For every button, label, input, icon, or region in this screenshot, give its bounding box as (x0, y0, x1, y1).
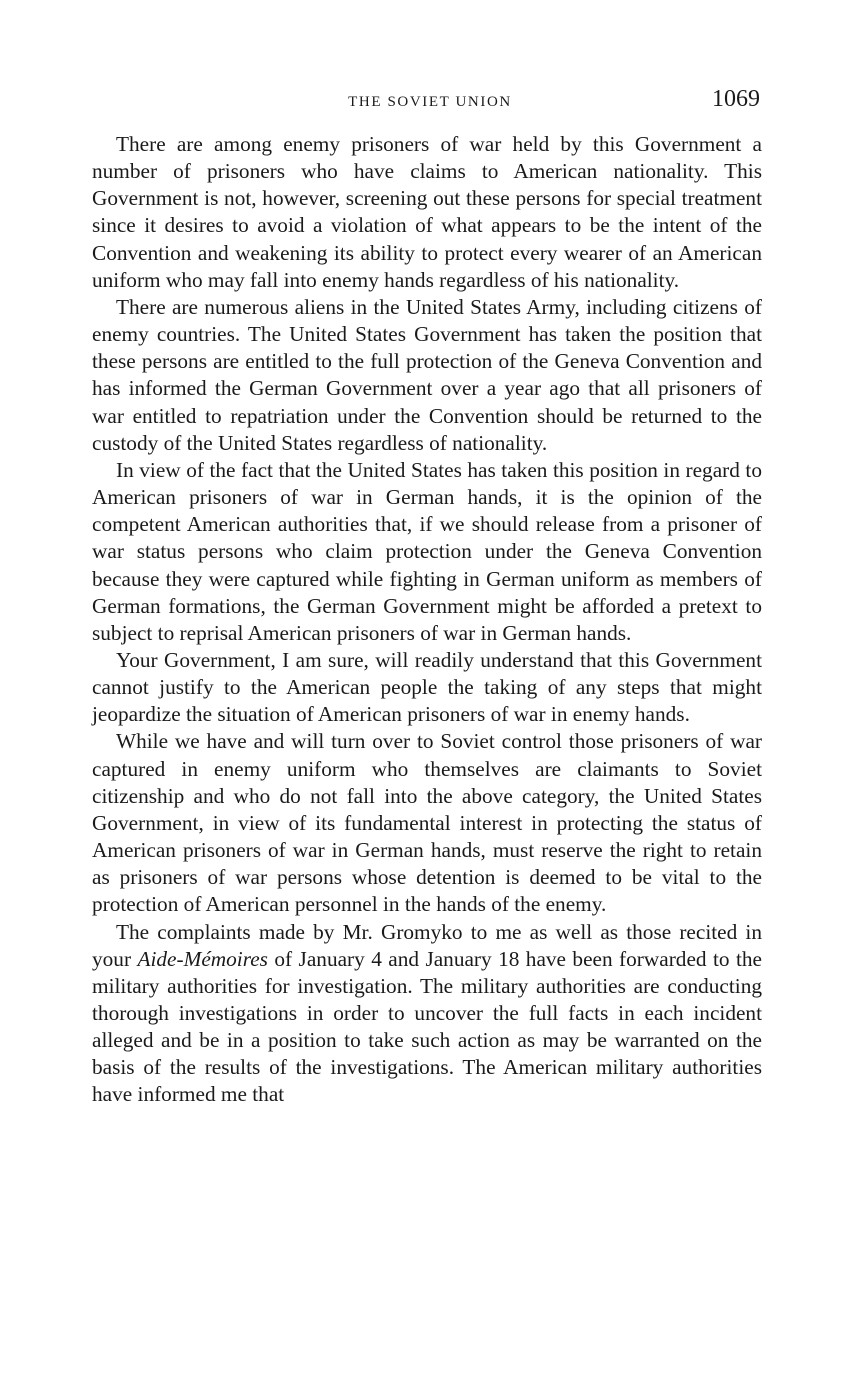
running-title: THE SOVIET UNION (348, 94, 512, 110)
paragraph-soviet-control-transfer: While we have and will turn over to Soviet control those prisoners of war captured in enemy uniform who themselves are claimants to Soviet citizenship and who do not fall into the above category, the United States Government, in view of its fundamental interest in protecting the status of American prisoners of war in German hands, must reserve the right to retain as prisoners of war persons whose detention is deemed to be vital to the protection of American personnel in the hands of the enemy. (92, 729, 762, 917)
page-number: 1069 (712, 86, 760, 112)
aide-memoires-title: Aide-Mémoires (137, 946, 268, 971)
paragraph-prisoners-american-claims: There are among enemy prisoners of war held by this Government a number of prisoners who have claims to American nationality. This Government is not, however, screening out these persons for special treatment since it desires to avoid a violation of what appears to be the intent of the Convention and weakening its ability to protect every wearer of an American uniform who may fall into enemy hands regardless of his nationality. (92, 132, 762, 292)
paragraph-text-after: of January 4 and January 18 have been forwarded to the military authorities for investigation. The military authorities are conducting thorough investigations in order to uncover the full facts in each incident alleged and be in a position to take such action as may be warranted on the basis of the results of the investigations. The American military authorities have informed me that (92, 946, 762, 1107)
running-header (92, 86, 762, 118)
paragraph-text-before: The complaints made by Mr. Gromyko to me as well as those recited in your (92, 919, 762, 971)
paragraph-complaints-investigation (92, 919, 762, 1109)
body-text (92, 131, 762, 1109)
paragraph-government-justification: Your Government, I am sure, will readily understand that this Government cannot justify to the American people the taking of any steps that might jeopardize the situation of American prisoners of war in enemy hands. (92, 647, 762, 727)
paragraph-position-on-release: In view of the fact that the United States has taken this position in regard to American prisoners of war in German hands, it is the opinion of the competent American authorities that, if we should release from a prisoner of war status persons who claim protection under the Geneva Convention because they were captured while fighting in German uniform as members of German formations, the German Government might be afforded a pretext to subject to reprisal American prisoners of war in German hands. (92, 457, 762, 645)
paragraph-aliens-in-army: There are numerous aliens in the United States Army, including citizens of enemy countries. The United States Government has taken the position that these persons are entitled to the full protection of the Geneva Convention and has informed the German Government over a year ago that all prisoners of war entitled to repatriation under the Convention should be returned to the custody of the United States regardless of nationality. (92, 294, 762, 455)
